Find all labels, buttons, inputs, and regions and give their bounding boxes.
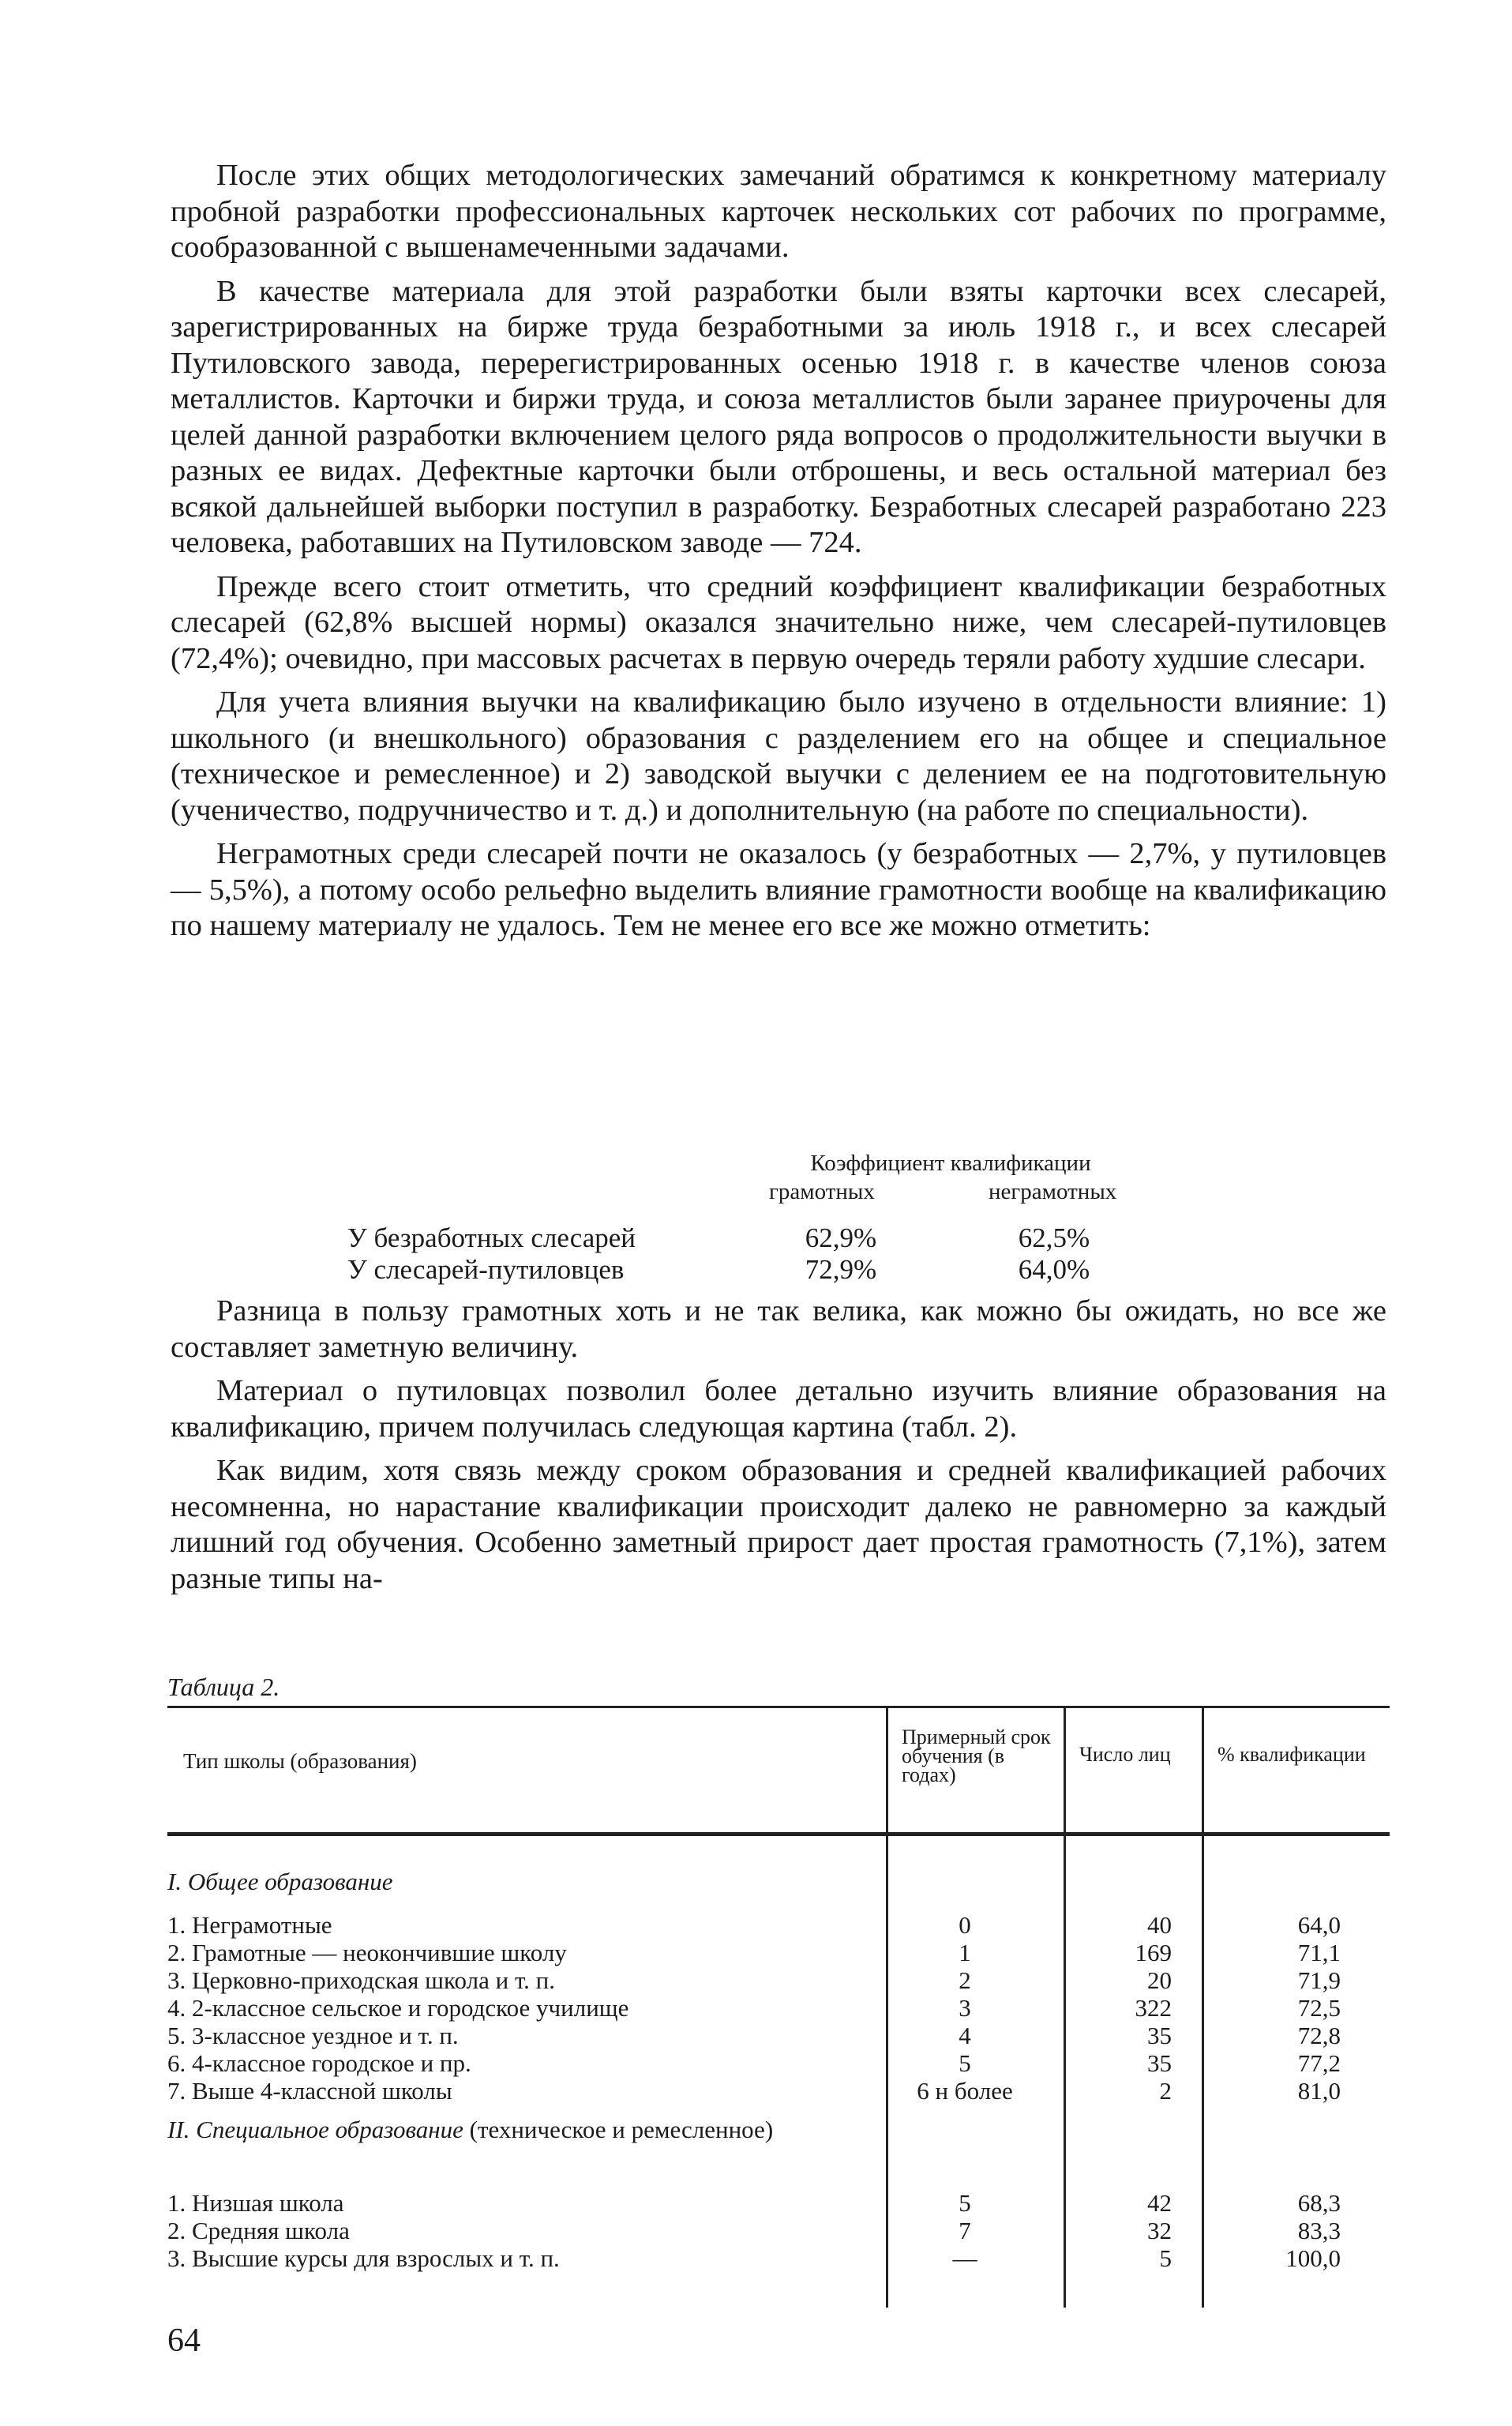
qualification-value: 71,1	[1297, 1939, 1341, 1966]
school-name: 2. Средняя школа	[167, 2217, 350, 2244]
table-row	[167, 1994, 1390, 2022]
qualification-value: 71,9	[1297, 1966, 1341, 1994]
count-value: 322	[1135, 1994, 1172, 2022]
duration-value: 1	[959, 1939, 971, 1966]
illiterate-value: 62,5%	[1018, 1222, 1090, 1253]
literacy-table-sub-illiterate: неграмотных	[989, 1179, 1117, 1204]
duration-value: 5	[959, 2049, 971, 2077]
count-value: 42	[1147, 2189, 1172, 2217]
literacy-table-sub-literate: грамотных	[769, 1179, 875, 1204]
duration-value: 6 н более	[917, 2077, 1013, 2105]
count-value: 35	[1147, 2022, 1172, 2049]
qualification-value: 72,5	[1297, 1994, 1341, 2022]
duration-value: 0	[959, 1911, 971, 1939]
count-value: 5	[1159, 2244, 1172, 2272]
table-row	[167, 1939, 1390, 1967]
school-name: 7. Выше 4-классной школы	[167, 2077, 452, 2105]
school-name: 3. Церковно-приходская школа и т. п.	[167, 1966, 556, 1994]
school-name: 5. 3-классное уездное и т. п.	[167, 2022, 459, 2049]
paragraph: Как видим, хотя связь между сроком образования и средней квалификацией рабочих несомненна, но нарастание квалификации происходит далеко не равномерно за каждый лишний год обучения. Особенно заметный прирост дает простая грамотность (7,1%), затем разные типы на-	[171, 1454, 1386, 1595]
school-name: 6. 4-классное городское и пр.	[167, 2049, 471, 2077]
illiterate-value: 64,0%	[1018, 1254, 1090, 1285]
count-value: 169	[1135, 1939, 1172, 1966]
table-caption: Таблица 2.	[167, 1673, 280, 1701]
table-row	[167, 2049, 1390, 2078]
literacy-table-row	[347, 1254, 1161, 1286]
duration-value: 2	[959, 1966, 971, 1994]
table-top-rule	[167, 1706, 1390, 1708]
table-header-rule	[167, 1832, 1390, 1836]
duration-value: 5	[959, 2189, 971, 2217]
duration-value: 3	[959, 1994, 971, 2022]
table-row	[167, 2077, 1390, 2105]
page-number: 64	[167, 2323, 201, 2359]
literate-value: 72,9%	[805, 1254, 877, 1285]
school-name: 1. Низшая школа	[167, 2189, 344, 2217]
count-value: 32	[1147, 2217, 1172, 2244]
group-title-text: II. Специальное образование	[167, 2116, 463, 2143]
duration-value: —	[952, 2244, 977, 2272]
group-title-text: I. Общее образование	[167, 1868, 393, 1895]
header-count: Число лиц	[1079, 1743, 1171, 1766]
count-value: 40	[1147, 1911, 1172, 1939]
header-qualification: % квалификации	[1217, 1743, 1366, 1766]
count-value: 20	[1147, 1966, 1172, 1994]
table-row	[167, 1911, 1390, 1940]
school-name: 1. Неграмотные	[167, 1911, 332, 1939]
group-title	[167, 2116, 862, 2142]
table-row	[167, 2022, 1390, 2050]
paragraph: Для учета влияния выучки на квалификацию было изучено в отдельности влияние: 1) школьного (и внешкольного) образования с разделением его на общее и специальное (техническое и ремесленное) и 2) заводской выучки с делением ее на подготовительную (ученичество, подручничество и т. д.) и дополнительную (на работе по специальности).	[171, 685, 1386, 827]
group-title	[167, 1868, 393, 1895]
duration-value: 4	[959, 2022, 971, 2049]
paragraph: Прежде всего стоит отметить, что средний коэффициент квалификации безработных слесарей (62,8% высшей нормы) оказался значительно ниже, чем слесарей-путиловцев (72,4%); очевидно, при массовых расчетах в первую очередь теряли работу худшие слесари.	[171, 569, 1386, 675]
header-school-type: Тип школы (образования)	[183, 1749, 417, 1773]
body-text-top	[171, 158, 1386, 944]
table-row	[167, 2217, 1390, 2245]
literacy-table-header: Коэффициент квалификации	[810, 1151, 1091, 1176]
paragraph: Неграмотных среди слесарей почти не оказалось (у безработных — 2,7%, у путиловцев — 5,5%), а потому особо рельефно выделить влияние грамотности вообще на квалификацию по нашему материалу не удалось. Тем не менее его все же можно отметить:	[171, 837, 1386, 942]
paragraph: В качестве материала для этой разработки были взяты карточки всех слесарей, зарегистрированных на бирже труда безработными за июль 1918 г., и всех слесарей Путиловского завода, перерегистрированных осенью 1918 г. в качестве членов союза металлистов. Карточки и биржи труда, и союза металлистов были заранее приурочены для целей данной разработки включением целого ряда вопросов о продолжительности выучки в разных ее видах. Дефектные карточки были отброшены, и весь остальной материал без всякой дальнейшей выборки поступил в разработку. Безработных слесарей разработано 223 человека, работавших на Путиловском заводе — 724.	[171, 274, 1386, 559]
literacy-table-row	[347, 1222, 1161, 1254]
school-name: 2. Грамотные — неокончившие школу	[167, 1939, 567, 1966]
paragraph: Материал о путиловцах позволил более детально изучить влияние образования на квалификацию, причем получилась следующая картина (табл. 2).	[171, 1374, 1386, 1444]
qualification-value: 72,8	[1297, 2022, 1341, 2049]
paragraph: После этих общих методологических замечаний обратимся к конкретному материалу пробной разработки профессиональных карточек нескольких сот рабочих по программе, сообразованной с вышенамеченными задачами.	[171, 159, 1386, 264]
qualification-value: 64,0	[1297, 1911, 1341, 1939]
row-label: У безработных слесарей	[347, 1222, 636, 1253]
paragraph: Разница в пользу грамотных хоть и не так велика, как можно бы ожидать, но все же составляет заметную величину.	[171, 1294, 1386, 1364]
table-row	[167, 2189, 1390, 2218]
education-table	[167, 1706, 1390, 2306]
qualification-value: 83,3	[1297, 2217, 1341, 2244]
table-row	[167, 2244, 1390, 2273]
row-label: У слесарей-путиловцев	[347, 1254, 625, 1285]
count-value: 2	[1159, 2077, 1172, 2105]
school-name: 3. Высшие курсы для взрослых и т. п.	[167, 2244, 560, 2272]
group-title-extra: (техническое и ремесленное)	[469, 2116, 774, 2143]
school-name: 4. 2-классное сельское и городское училище	[167, 1994, 629, 2022]
header-duration: Примерный срок обучения (в годах)	[902, 1726, 1051, 1786]
qualification-value: 68,3	[1297, 2189, 1341, 2217]
body-text-bottom	[171, 1294, 1386, 1605]
literate-value: 62,9%	[805, 1222, 877, 1253]
count-value: 35	[1147, 2049, 1172, 2077]
qualification-value: 81,0	[1297, 2077, 1341, 2105]
table-row	[167, 1966, 1390, 1995]
qualification-value: 77,2	[1297, 2049, 1341, 2077]
qualification-value: 100,0	[1285, 2244, 1341, 2272]
duration-value: 7	[959, 2217, 971, 2244]
